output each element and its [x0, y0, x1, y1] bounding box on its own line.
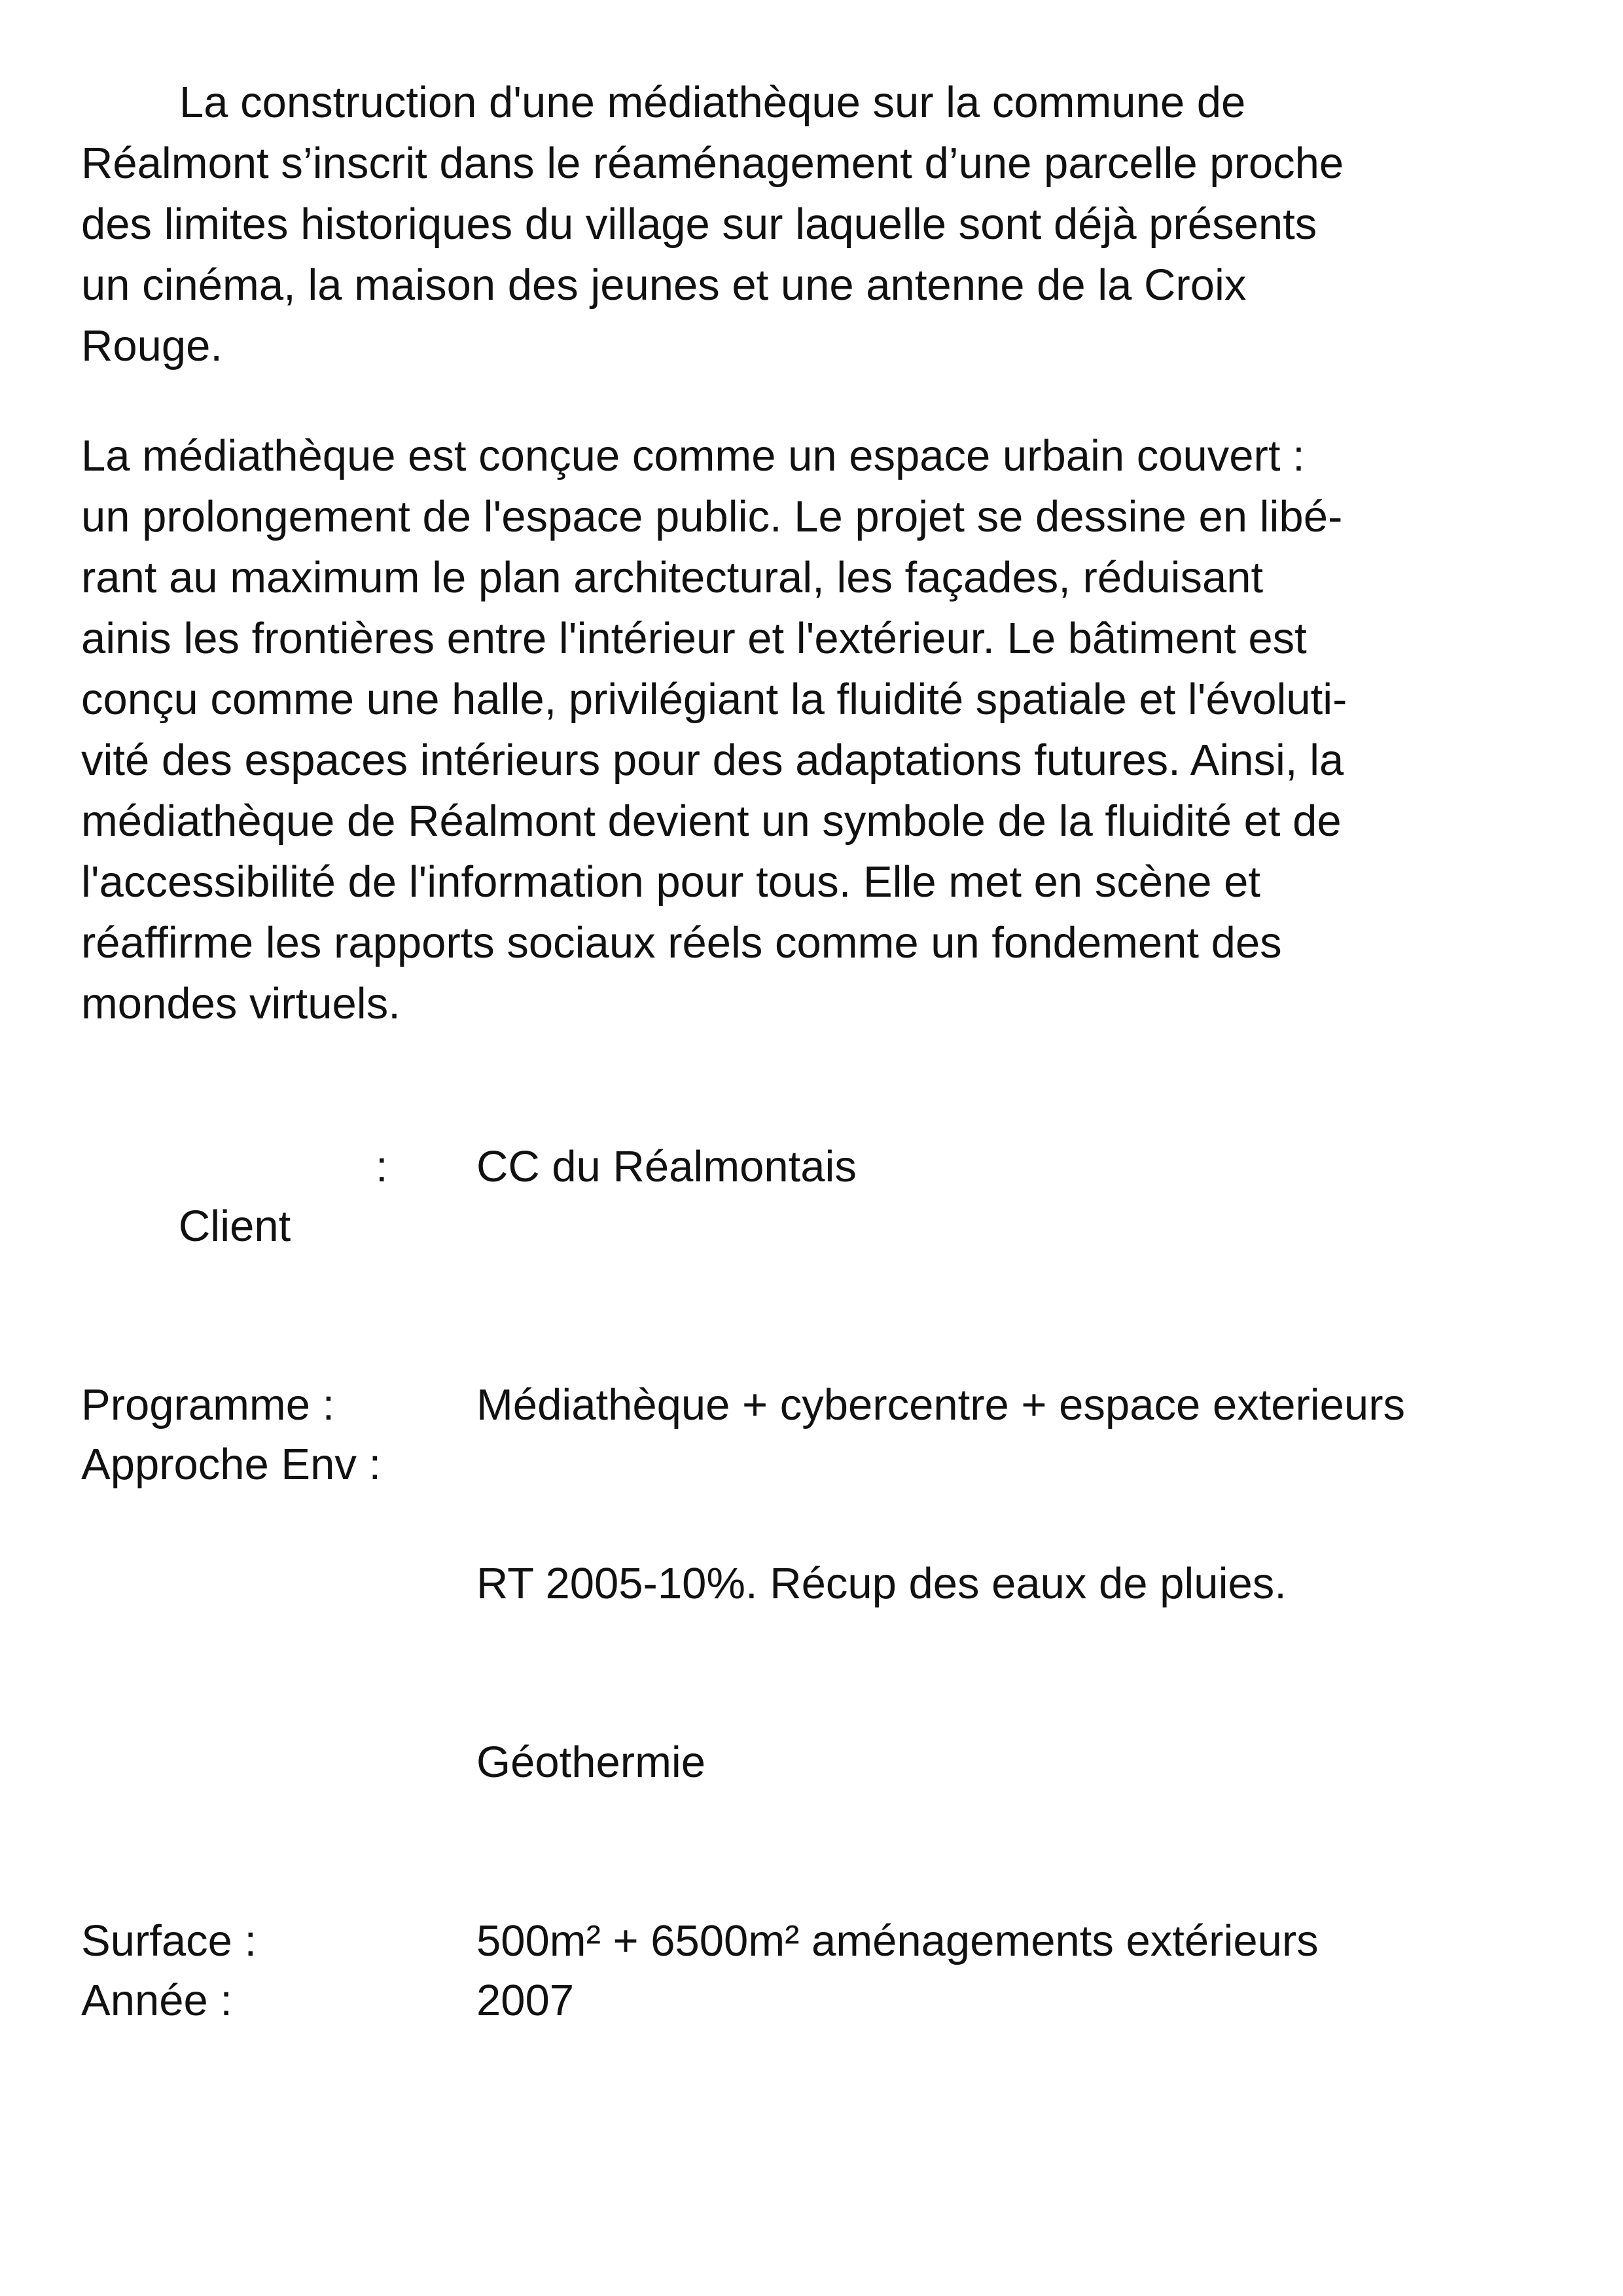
- paragraph-line: rant au maximum le plan architectural, les façades, réduisant: [81, 553, 1264, 602]
- info-row-surface: [81, 1911, 1573, 1971]
- paragraph-line: médiathèque de Réalmont devient un symbole de la fluidité et de: [81, 797, 1342, 846]
- paragraph-line: Réalmont s’inscrit dans le réaménagement d’une parcelle proche: [81, 139, 1344, 188]
- paragraph-line: conçu comme une halle, privilégiant la fluidité spatiale et l'évoluti-: [81, 675, 1347, 724]
- paragraph-line: mondes virtuels.: [81, 979, 401, 1028]
- info-label-surface: Surface :: [81, 1916, 257, 1965]
- paragraph-line: ainis les frontières entre l'intérieur et l'extérieur. Le bâtiment est: [81, 614, 1307, 663]
- info-value-line: RT 2005-10%. Récup des eaux de pluies.: [476, 1559, 1287, 1608]
- project-info-list: [81, 1137, 1573, 2030]
- info-value-client: CC du Réalmontais: [476, 1142, 857, 1191]
- info-label-annee: Année :: [81, 1976, 232, 2025]
- info-label-approche-env: Approche Env :: [81, 1440, 382, 1489]
- paragraph-line: réaffirme les rapports sociaux réels comme un fondement des: [81, 918, 1282, 967]
- client-label-text: Client: [178, 1202, 291, 1251]
- intro-paragraph: [81, 72, 1547, 376]
- info-label-programme: Programme :: [81, 1380, 335, 1429]
- info-value-programme: Médiathèque + cybercentre + espace exterieurs: [476, 1380, 1406, 1429]
- paragraph-line: La médiathèque est conçue comme un espace urbain couvert :: [81, 431, 1305, 480]
- paragraph-line: La construction d'une médiathèque sur la commune de: [179, 78, 1246, 127]
- paragraph-line: l'accessibilité de l'information pour tous. Elle met en scène et: [81, 857, 1260, 906]
- paragraph-line: des limites historiques du village sur laquelle sont déjà présents: [81, 200, 1317, 249]
- info-row-annee: [81, 1971, 1573, 2030]
- info-row-client: [81, 1137, 1573, 1375]
- info-label-client: [81, 1137, 476, 1375]
- client-label-separator: :: [376, 1142, 388, 1191]
- paragraph-line: un cinéma, la maison des jeunes et une antenne de la Croix: [81, 260, 1247, 310]
- info-value-surface: 500m² + 6500m² aménagements extérieurs: [476, 1916, 1319, 1965]
- paragraph-line: vité des espaces intérieurs pour des adaptations futures. Ainsi, la: [81, 736, 1344, 785]
- info-row-programme: [81, 1375, 1573, 1435]
- paragraph-line: Rouge.: [81, 321, 223, 370]
- concept-paragraph: [81, 425, 1547, 1034]
- info-value-annee: 2007: [476, 1976, 575, 2025]
- info-row-approche-env: [81, 1435, 1573, 1911]
- info-value-line: Géothermie: [476, 1738, 706, 1787]
- paragraph-line: un prolongement de l'espace public. Le projet se dessine en libé-: [81, 492, 1343, 541]
- info-value-approche-env: [476, 1435, 1573, 1911]
